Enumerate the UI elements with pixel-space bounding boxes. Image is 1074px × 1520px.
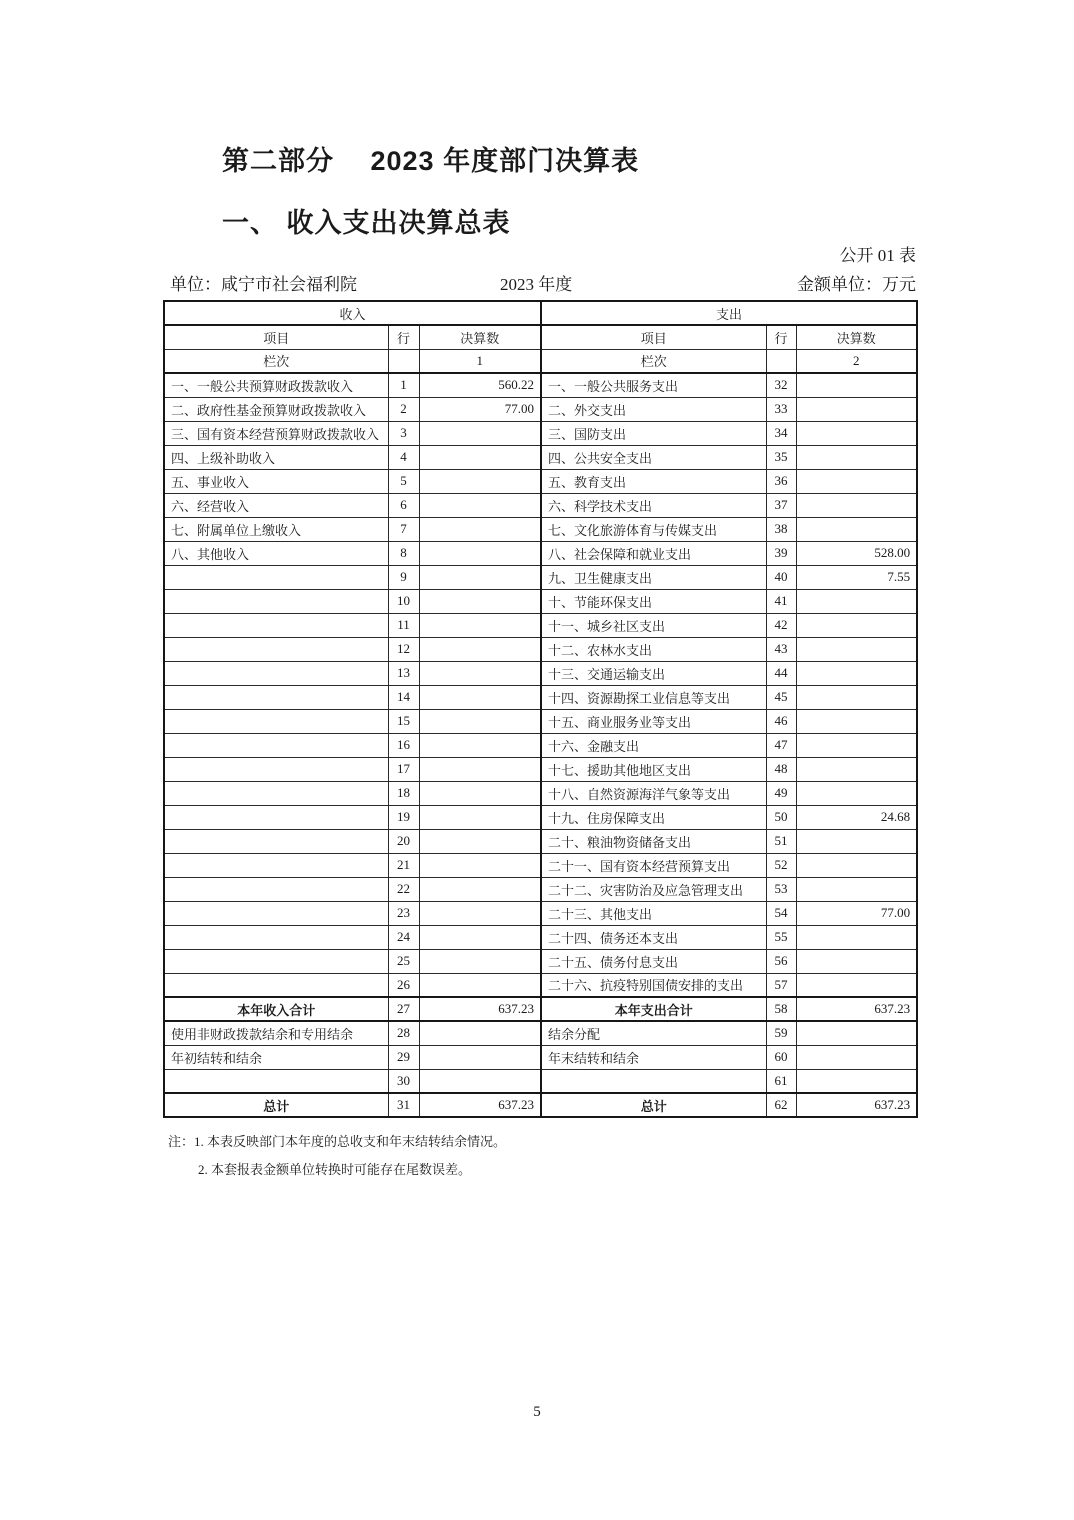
income-item-cell: 年初结转和结余	[164, 1045, 388, 1069]
section-title: 一、 收入支出决算总表	[222, 208, 511, 238]
income-amount-cell	[419, 661, 541, 685]
income-item-cell	[164, 613, 388, 637]
income-line-cell: 21	[388, 853, 419, 877]
expense-line-cell: 34	[766, 421, 796, 445]
income-amount-cell	[419, 925, 541, 949]
expense-amount-cell	[796, 1021, 917, 1045]
income-item-cell: 三、国有资本经营预算财政拨款收入	[164, 421, 388, 445]
income-line-cell: 31	[388, 1093, 419, 1117]
table-row	[164, 973, 917, 997]
income-amount-cell	[419, 445, 541, 469]
expense-item-cell: 九、卫生健康支出	[541, 565, 766, 589]
expense-line-cell: 58	[766, 997, 796, 1021]
expense-amount-cell	[796, 781, 917, 805]
expense-item-cell: 二十四、债务还本支出	[541, 925, 766, 949]
income-amount-cell	[419, 565, 541, 589]
income-line-cell: 12	[388, 637, 419, 661]
table-row	[164, 613, 917, 637]
expense-item-cell: 八、社会保障和就业支出	[541, 541, 766, 565]
income-lanci-label: 栏次	[164, 349, 388, 373]
expense-lanci-label: 栏次	[541, 349, 766, 373]
expense-amount-cell	[796, 421, 917, 445]
unit-label: 单位：咸宁市社会福利院	[170, 275, 357, 294]
table-row	[164, 1045, 917, 1069]
income-amount-cell	[419, 973, 541, 997]
income-amount-cell	[419, 685, 541, 709]
expense-section-header: 支出	[541, 301, 917, 325]
income-amount-cell	[419, 805, 541, 829]
expense-amount-cell	[796, 1045, 917, 1069]
table-row	[164, 901, 917, 925]
expense-item-cell: 十八、自然资源海洋气象等支出	[541, 781, 766, 805]
income-item-cell: 七、附属单位上缴收入	[164, 517, 388, 541]
expense-amount-cell: 528.00	[796, 541, 917, 565]
income-line-cell: 1	[388, 373, 419, 397]
table-row	[164, 397, 917, 421]
income-amount-cell	[419, 829, 541, 853]
table-row	[164, 445, 917, 469]
income-amount-cell: 637.23	[419, 997, 541, 1021]
income-item-cell	[164, 637, 388, 661]
income-line-cell: 13	[388, 661, 419, 685]
expense-line-cell: 53	[766, 877, 796, 901]
income-amount-cell	[419, 781, 541, 805]
expense-amount-cell	[796, 397, 917, 421]
income-line-cell: 25	[388, 949, 419, 973]
expense-item-cell: 年末结转和结余	[541, 1045, 766, 1069]
income-amount-cell	[419, 493, 541, 517]
expense-item-cell: 十九、住房保障支出	[541, 805, 766, 829]
income-amount-cell	[419, 517, 541, 541]
income-item-cell	[164, 877, 388, 901]
income-amount-cell	[419, 1069, 541, 1093]
note-line-1: 注：1. 本表反映部门本年度的总收支和年末结转结余情况。	[168, 1134, 507, 1149]
income-amount-cell	[419, 613, 541, 637]
amount-unit-label: 金额单位：万元	[797, 275, 916, 294]
table-row	[164, 493, 917, 517]
expense-line-cell: 47	[766, 733, 796, 757]
expense-line-cell: 49	[766, 781, 796, 805]
income-line-cell: 26	[388, 973, 419, 997]
table-row	[164, 373, 917, 397]
income-line-cell: 19	[388, 805, 419, 829]
expense-amount-cell	[796, 517, 917, 541]
income-item-cell: 八、其他收入	[164, 541, 388, 565]
expense-line-header: 行	[766, 325, 796, 349]
table-row	[164, 781, 917, 805]
table-row	[164, 1093, 917, 1117]
income-item-cell	[164, 733, 388, 757]
expense-line-cell: 37	[766, 493, 796, 517]
year-label: 2023 年度	[500, 275, 573, 294]
expense-amount-cell	[796, 685, 917, 709]
expense-amount-cell	[796, 733, 917, 757]
expense-amount-cell	[796, 589, 917, 613]
expense-line-cell: 51	[766, 829, 796, 853]
table-row	[164, 421, 917, 445]
income-item-header: 项目	[164, 325, 388, 349]
income-item-cell: 五、事业收入	[164, 469, 388, 493]
expense-line-cell: 45	[766, 685, 796, 709]
expense-item-cell: 二十、粮油物资储备支出	[541, 829, 766, 853]
expense-line-cell: 59	[766, 1021, 796, 1045]
expense-amount-cell	[796, 709, 917, 733]
expense-amount-cell	[796, 637, 917, 661]
table-row	[164, 877, 917, 901]
expense-col-index: 2	[796, 349, 917, 373]
income-line-cell: 30	[388, 1069, 419, 1093]
table-row	[164, 733, 917, 757]
expense-line-cell: 57	[766, 973, 796, 997]
note-line-2: 2. 本套报表金额单位转换时可能存在尾数误差。	[198, 1162, 472, 1177]
income-amount-cell	[419, 1021, 541, 1045]
income-amount-cell	[419, 469, 541, 493]
expense-line-cell: 40	[766, 565, 796, 589]
expense-lanci-blank	[766, 349, 796, 373]
expense-item-cell: 十七、援助其他地区支出	[541, 757, 766, 781]
expense-item-header: 项目	[541, 325, 766, 349]
table-row	[164, 709, 917, 733]
expense-line-cell: 39	[766, 541, 796, 565]
expense-item-cell: 结余分配	[541, 1021, 766, 1045]
income-line-cell: 24	[388, 925, 419, 949]
expense-item-cell: 十、节能环保支出	[541, 589, 766, 613]
expense-line-cell: 38	[766, 517, 796, 541]
table-row	[164, 541, 917, 565]
expense-line-cell: 44	[766, 661, 796, 685]
income-amount-cell	[419, 853, 541, 877]
income-amount-cell	[419, 589, 541, 613]
income-amount-header: 决算数	[419, 325, 541, 349]
income-line-cell: 8	[388, 541, 419, 565]
income-amount-cell	[419, 637, 541, 661]
income-item-cell: 总计	[164, 1093, 388, 1117]
expense-item-cell: 二十六、抗疫特别国债安排的支出	[541, 973, 766, 997]
expense-item-cell: 二十三、其他支出	[541, 901, 766, 925]
section-header-row	[164, 301, 917, 325]
expense-amount-cell: 77.00	[796, 901, 917, 925]
expense-line-cell: 55	[766, 925, 796, 949]
column-index-row	[164, 349, 917, 373]
income-line-header: 行	[388, 325, 419, 349]
expense-item-cell: 六、科学技术支出	[541, 493, 766, 517]
table-row	[164, 949, 917, 973]
table-row	[164, 517, 917, 541]
expense-amount-header: 决算数	[796, 325, 917, 349]
income-amount-cell	[419, 877, 541, 901]
expense-line-cell: 42	[766, 613, 796, 637]
income-expense-table	[163, 300, 918, 1118]
income-line-cell: 4	[388, 445, 419, 469]
income-line-cell: 17	[388, 757, 419, 781]
expense-amount-cell	[796, 829, 917, 853]
table-row	[164, 1021, 917, 1045]
table-row	[164, 805, 917, 829]
income-line-cell: 5	[388, 469, 419, 493]
expense-amount-cell	[796, 925, 917, 949]
income-item-cell: 二、政府性基金预算财政拨款收入	[164, 397, 388, 421]
income-amount-cell: 560.22	[419, 373, 541, 397]
expense-line-cell: 60	[766, 1045, 796, 1069]
income-line-cell: 6	[388, 493, 419, 517]
table-row	[164, 1069, 917, 1093]
income-line-cell: 2	[388, 397, 419, 421]
income-line-cell: 28	[388, 1021, 419, 1045]
expense-line-cell: 61	[766, 1069, 796, 1093]
income-line-cell: 20	[388, 829, 419, 853]
expense-line-cell: 33	[766, 397, 796, 421]
income-amount-cell: 637.23	[419, 1093, 541, 1117]
expense-line-cell: 32	[766, 373, 796, 397]
expense-item-cell: 四、公共安全支出	[541, 445, 766, 469]
expense-line-cell: 46	[766, 709, 796, 733]
income-amount-cell	[419, 757, 541, 781]
income-line-cell: 22	[388, 877, 419, 901]
expense-amount-cell	[796, 949, 917, 973]
page-number: 5	[533, 1404, 541, 1420]
income-amount-cell	[419, 733, 541, 757]
expense-amount-cell	[796, 493, 917, 517]
expense-item-cell: 总计	[541, 1093, 766, 1117]
expense-amount-cell	[796, 373, 917, 397]
expense-line-cell: 48	[766, 757, 796, 781]
income-col-index: 1	[419, 349, 541, 373]
expense-amount-cell	[796, 973, 917, 997]
income-amount-cell	[419, 1045, 541, 1069]
income-item-cell	[164, 925, 388, 949]
income-amount-cell	[419, 541, 541, 565]
table-row	[164, 661, 917, 685]
income-line-cell: 7	[388, 517, 419, 541]
expense-item-cell: 本年支出合计	[541, 997, 766, 1021]
expense-amount-cell	[796, 613, 917, 637]
expense-item-cell: 二、外交支出	[541, 397, 766, 421]
expense-item-cell: 三、国防支出	[541, 421, 766, 445]
expense-amount-cell: 637.23	[796, 1093, 917, 1117]
expense-item-cell: 十四、资源勘探工业信息等支出	[541, 685, 766, 709]
expense-amount-cell	[796, 469, 917, 493]
table-row	[164, 637, 917, 661]
income-section-header: 收入	[164, 301, 541, 325]
table-row	[164, 757, 917, 781]
expense-amount-cell: 637.23	[796, 997, 917, 1021]
income-item-cell	[164, 829, 388, 853]
income-line-cell: 23	[388, 901, 419, 925]
income-item-cell: 使用非财政拨款结余和专用结余	[164, 1021, 388, 1045]
expense-line-cell: 56	[766, 949, 796, 973]
expense-item-cell: 十六、金融支出	[541, 733, 766, 757]
income-amount-cell: 77.00	[419, 397, 541, 421]
income-line-cell: 18	[388, 781, 419, 805]
income-item-cell	[164, 757, 388, 781]
expense-item-cell: 一、一般公共服务支出	[541, 373, 766, 397]
income-item-cell: 本年收入合计	[164, 997, 388, 1021]
income-item-cell	[164, 565, 388, 589]
expense-line-cell: 43	[766, 637, 796, 661]
expense-item-cell: 十五、商业服务业等支出	[541, 709, 766, 733]
table-row	[164, 589, 917, 613]
income-item-cell	[164, 661, 388, 685]
income-amount-cell	[419, 901, 541, 925]
expense-item-cell: 七、文化旅游体育与传媒支出	[541, 517, 766, 541]
expense-amount-cell	[796, 757, 917, 781]
expense-amount-cell: 24.68	[796, 805, 917, 829]
income-lanci-blank	[388, 349, 419, 373]
expense-amount-cell	[796, 853, 917, 877]
income-item-cell: 六、经营收入	[164, 493, 388, 517]
expense-item-cell: 十二、农林水支出	[541, 637, 766, 661]
expense-amount-cell: 7.55	[796, 565, 917, 589]
income-item-cell	[164, 781, 388, 805]
income-amount-cell	[419, 421, 541, 445]
expense-line-cell: 41	[766, 589, 796, 613]
part-title: 第二部分 2023 年度部门决算表	[222, 146, 640, 176]
income-line-cell: 10	[388, 589, 419, 613]
expense-item-cell: 十三、交通运输支出	[541, 661, 766, 685]
income-line-cell: 16	[388, 733, 419, 757]
income-line-cell: 3	[388, 421, 419, 445]
income-item-cell	[164, 685, 388, 709]
income-item-cell: 四、上级补助收入	[164, 445, 388, 469]
income-line-cell: 11	[388, 613, 419, 637]
expense-line-cell: 54	[766, 901, 796, 925]
income-item-cell	[164, 805, 388, 829]
income-item-cell	[164, 1069, 388, 1093]
income-line-cell: 29	[388, 1045, 419, 1069]
income-line-cell: 27	[388, 997, 419, 1021]
expense-amount-cell	[796, 445, 917, 469]
income-item-cell	[164, 589, 388, 613]
table-row	[164, 565, 917, 589]
table-row	[164, 853, 917, 877]
income-item-cell	[164, 949, 388, 973]
income-line-cell: 9	[388, 565, 419, 589]
table-row	[164, 685, 917, 709]
income-amount-cell	[419, 949, 541, 973]
expense-line-cell: 36	[766, 469, 796, 493]
table-row	[164, 925, 917, 949]
expense-line-cell: 50	[766, 805, 796, 829]
expense-item-cell: 五、教育支出	[541, 469, 766, 493]
table-row	[164, 829, 917, 853]
expense-item-cell: 二十五、债务付息支出	[541, 949, 766, 973]
expense-amount-cell	[796, 661, 917, 685]
expense-item-cell: 二十一、国有资本经营预算支出	[541, 853, 766, 877]
income-item-cell	[164, 853, 388, 877]
income-item-cell	[164, 709, 388, 733]
expense-item-cell: 二十二、灾害防治及应急管理支出	[541, 877, 766, 901]
expense-amount-cell	[796, 877, 917, 901]
expense-item-cell	[541, 1069, 766, 1093]
expense-line-cell: 62	[766, 1093, 796, 1117]
income-amount-cell	[419, 709, 541, 733]
income-line-cell: 14	[388, 685, 419, 709]
expense-item-cell: 十一、城乡社区支出	[541, 613, 766, 637]
income-line-cell: 15	[388, 709, 419, 733]
public-table-label: 公开 01 表	[839, 246, 916, 265]
column-header-row	[164, 325, 917, 349]
expense-line-cell: 35	[766, 445, 796, 469]
income-item-cell	[164, 901, 388, 925]
table-row	[164, 997, 917, 1021]
expense-amount-cell	[796, 1069, 917, 1093]
expense-line-cell: 52	[766, 853, 796, 877]
table-row	[164, 469, 917, 493]
income-item-cell	[164, 973, 388, 997]
income-item-cell: 一、一般公共预算财政拨款收入	[164, 373, 388, 397]
